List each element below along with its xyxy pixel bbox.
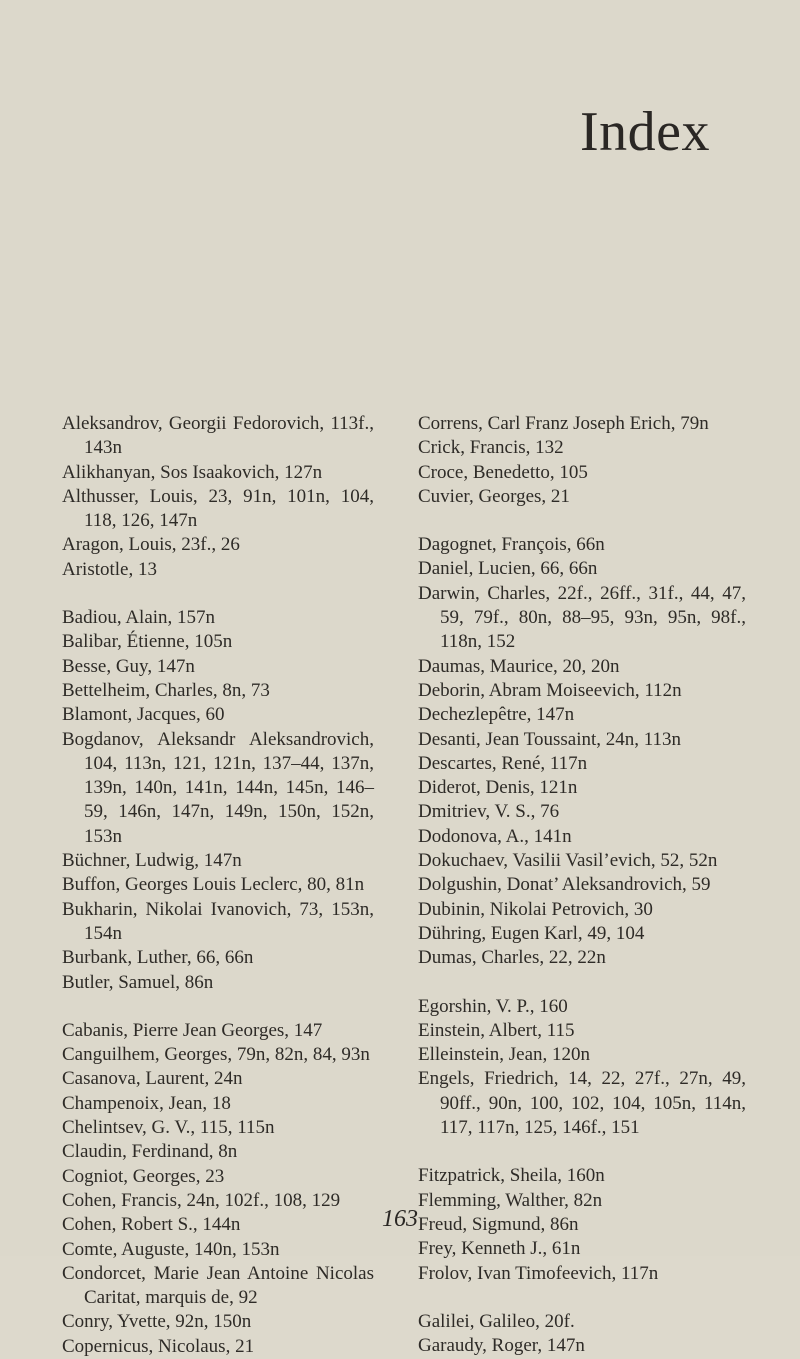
index-entry: Dmitriev, V. S., 76 xyxy=(418,801,560,823)
index-entry: Einstein, Albert, 115 xyxy=(418,1019,575,1041)
index-entry: Conry, Yvette, 92n, 150n xyxy=(62,1311,252,1333)
index-entry: Dolgushin, Donat’ Aleksandrovich, 59 xyxy=(418,874,711,896)
letter-group-gap xyxy=(62,995,374,1019)
index-entry: Elleinstein, Jean, 120n xyxy=(418,1044,591,1066)
letter-group-gap xyxy=(62,582,374,606)
index-entry: Darwin, Charles, 22f., 26ff., 31f., 44, 47, 59, 79f., 80n, 88–95, 93n, 95n, 98f., 118n, 152 xyxy=(418,582,746,653)
index-entry: Claudin, Ferdinand, 8n xyxy=(62,1141,238,1163)
index-entry: Dubinin, Nikolai Petrovich, 30 xyxy=(418,898,653,920)
index-entry: Correns, Carl Franz Joseph Erich, 79n xyxy=(418,413,709,434)
index-entry: Cogniot, Georges, 23 xyxy=(62,1165,225,1187)
index-entry: Dokuchaev, Vasilii Vasil’evich, 52, 52n xyxy=(418,850,718,872)
index-entry: Deborin, Abram Moiseevich, 112n xyxy=(418,679,682,701)
index-entry: Copernicus, Nicolaus, 21 xyxy=(62,1335,255,1357)
index-entry: Dechezlepêtre, 147n xyxy=(418,704,575,726)
index-entry: Buffon, Georges Louis Leclerc, 80, 81n xyxy=(62,874,365,896)
index-entry: Bukharin, Nikolai Ivanovich, 73, 153n, 154n xyxy=(62,898,374,944)
letter-group-gap xyxy=(418,971,746,995)
index-entry: Egorshin, V. P., 160 xyxy=(418,995,568,1017)
index-entry: Flemming, Walther, 82n xyxy=(418,1189,603,1211)
index-entry: Cohen, Robert S., 144n xyxy=(62,1214,241,1236)
index-entry: Aragon, Louis, 23f., 26 xyxy=(62,534,240,556)
index-entry: Chelintsev, G. V., 115, 115n xyxy=(62,1117,275,1139)
index-entry: Crick, Francis, 132 xyxy=(418,437,564,459)
index-entry: Desanti, Jean Toussaint, 24n, 113n xyxy=(418,728,682,750)
page-title: Index xyxy=(579,101,710,163)
index-entry: Balibar, Étienne, 105n xyxy=(62,631,233,653)
index-entry: Garaudy, Roger, 147n xyxy=(418,1335,585,1357)
index-entry: Blamont, Jacques, 60 xyxy=(62,704,225,726)
index-entry: Descartes, René, 117n xyxy=(418,752,588,774)
index-entry: Burbank, Luther, 66, 66n xyxy=(62,947,254,969)
index-entry: Freud, Sigmund, 86n xyxy=(418,1213,579,1235)
index-entry: Cohen, Francis, 24n, 102f., 108, 129 xyxy=(62,1189,341,1211)
index-entry: Cabanis, Pierre Jean Georges, 147 xyxy=(62,1019,323,1041)
letter-group-gap xyxy=(418,509,746,533)
index-entry: Dagognet, François, 66n xyxy=(418,534,605,556)
letter-group-gap xyxy=(418,1286,746,1310)
index-entry: Dumas, Charles, 22, 22n xyxy=(418,947,606,969)
index-entry: Badiou, Alain, 157n xyxy=(62,607,216,629)
index-entry: Dühring, Eugen Karl, 49, 104 xyxy=(418,922,645,944)
index-entry: Daniel, Lucien, 66, 66n xyxy=(418,558,598,580)
index-entry: Croce, Benedetto, 105 xyxy=(418,461,588,483)
index-entry: Champenoix, Jean, 18 xyxy=(62,1092,231,1114)
index-entry: Engels, Friedrich, 14, 22, 27f., 27n, 49, 90ff., 90n, 100, 102, 104, 105n, 114n, 117, 117n, 125, 146f., 151 xyxy=(418,1068,746,1139)
index-entry: Condorcet, Marie Jean Antoine Nicolas Caritat, marquis de, 92 xyxy=(62,1262,374,1309)
index-entry: Frolov, Ivan Timofeevich, 117n xyxy=(418,1262,659,1284)
index-entry: Diderot, Denis, 121n xyxy=(418,777,578,799)
index-entry: Dodonova, A., 141n xyxy=(418,825,572,847)
index-entry: Büchner, Ludwig, 147n xyxy=(62,850,242,872)
letter-group-gap xyxy=(418,1140,746,1164)
index-entry: Althusser, Louis, 23, 91n, 101n, 104, 118, 126, 147n xyxy=(62,485,374,532)
index-entry: Bettelheim, Charles, 8n, 73 xyxy=(62,679,270,701)
index-entry: Aleksandrov, Georgii Fedorovich, 113f., 143n xyxy=(62,413,374,459)
index-entry: Canguilhem, Georges, 79n, 82n, 84, 93n xyxy=(62,1044,370,1066)
index-entry: Bogdanov, Aleksandr Aleksandrovich, 104, 113n, 121, 121n, 137–44, 137n, 139n, 140n, 141n, 144n, 145n, 146–59, 146n, 147n, 149n, 150n, 152n, 153n xyxy=(62,728,374,847)
index-entry: Frey, Kenneth J., 61n xyxy=(418,1238,581,1260)
index-entry: Casanova, Laurent, 24n xyxy=(62,1068,243,1090)
index-entry: Alikhanyan, Sos Isaakovich, 127n xyxy=(62,461,323,483)
index-entry: Comte, Auguste, 140n, 153n xyxy=(62,1238,280,1260)
index-entry: Besse, Guy, 147n xyxy=(62,655,195,677)
index-entry: Aristotle, 13 xyxy=(62,558,157,580)
index-entry: Fitzpatrick, Sheila, 160n xyxy=(418,1165,605,1187)
page-number: 163 xyxy=(382,1206,418,1232)
index-entry: Butler, Samuel, 86n xyxy=(62,971,214,993)
index-entry: Galilei, Galileo, 20f. xyxy=(418,1310,575,1332)
index-entry: Daumas, Maurice, 20, 20n xyxy=(418,655,620,677)
index-entry: Cuvier, Georges, 21 xyxy=(418,485,570,507)
